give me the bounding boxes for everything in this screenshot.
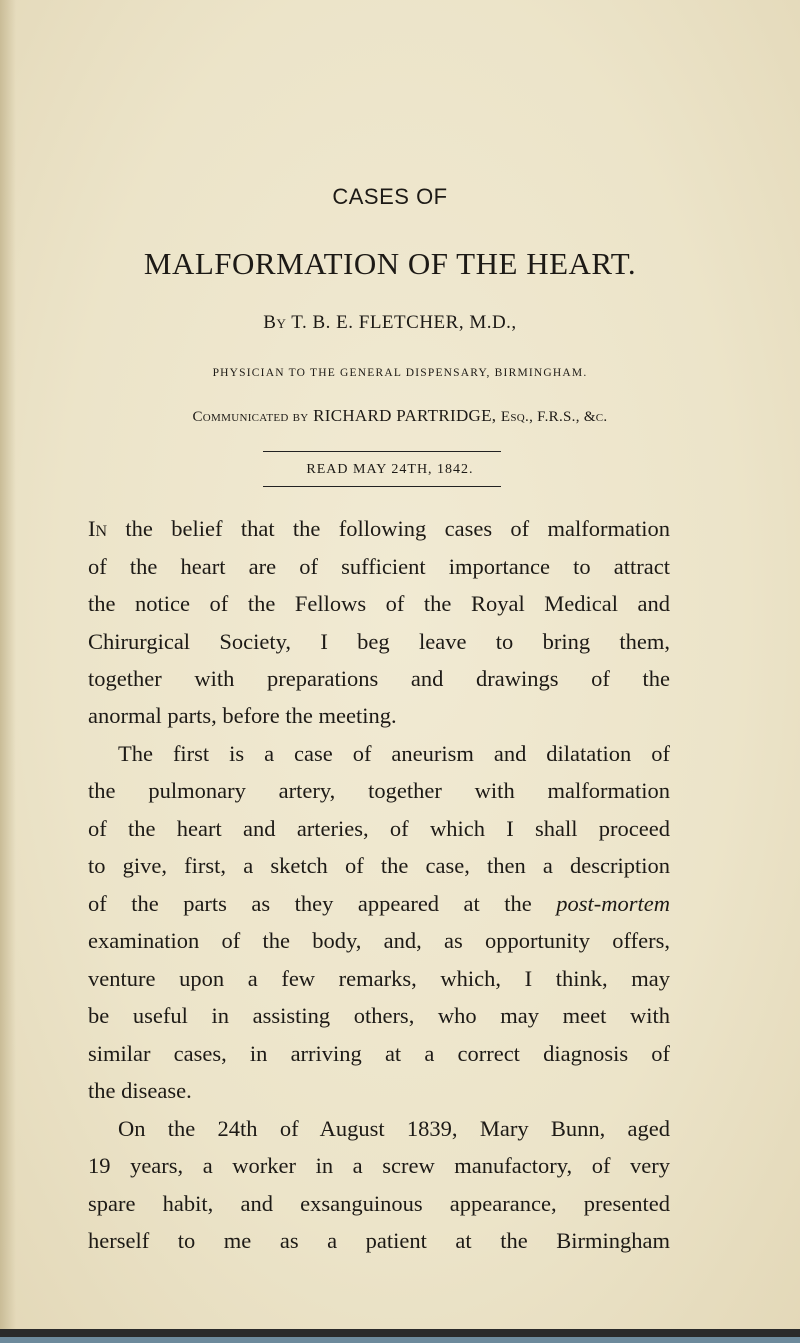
post-mortem-italic: post-mortem	[556, 891, 670, 916]
author-by-label: By	[263, 312, 287, 333]
communicated-by-label: Communicated by	[192, 409, 309, 425]
article-title: MALFORMATION OF THE HEART.	[143, 246, 637, 281]
author-line	[0, 312, 780, 334]
bottom-divider	[263, 486, 501, 487]
body-line: 19 years, a worker in a screw manufactory, of very	[88, 1153, 670, 1178]
body-line: similar cases, in arriving at a correct diagnosis of	[88, 1041, 670, 1066]
read-date: READ MAY 24TH, 1842.	[306, 462, 474, 477]
page-bottom-edge	[0, 1329, 800, 1337]
communicator-name: RICHARD PARTRIDGE,	[313, 406, 497, 425]
body-line: of the heart are of sufficient importance to attract	[88, 554, 670, 579]
top-divider	[263, 451, 501, 452]
body-line: be useful in assisting others, who may meet with	[88, 1003, 670, 1028]
background-strip	[0, 1337, 800, 1343]
body-line: The first is a case of aneurism and dilatation of	[118, 741, 670, 766]
author-name: T. B. E. FLETCHER, M.D.,	[291, 312, 517, 333]
body-line: Chirurgical Society, I beg leave to bring them,	[88, 629, 670, 654]
communicator-suffix: Esq., F.R.S., &c.	[500, 409, 608, 425]
body-line: the notice of the Fellows of the Royal Medical and	[88, 591, 670, 616]
body-line: anormal parts, before the meeting.	[88, 703, 397, 728]
cases-of-heading: CASES OF	[332, 184, 448, 209]
body-line: On the 24th of August 1839, Mary Bunn, aged	[118, 1116, 670, 1141]
body-line: herself to me as a patient at the Birmingham	[88, 1228, 670, 1253]
body-line-1-rest: the belief that the following cases of malformation	[107, 516, 670, 541]
body-line: of the heart and arteries, of which I shall proceed	[88, 816, 670, 841]
body-line-post-mortem: of the parts as they appeared at the post-mortem	[88, 891, 670, 916]
body-line: spare habit, and exsanguinous appearance, presented	[88, 1191, 670, 1216]
body-line-first	[88, 518, 670, 541]
author-position: PHYSICIAN TO THE GENERAL DISPENSARY, BIRMINGHAM.	[212, 367, 588, 379]
body-line: to give, first, a sketch of the case, then a description	[88, 853, 670, 878]
body-line: examination of the body, and, as opportunity offers,	[88, 928, 670, 953]
body-line: the pulmonary artery, together with malformation	[88, 778, 670, 803]
body-line: venture upon a few remarks, which, I think, may	[88, 966, 670, 991]
body-line: together with preparations and drawings of the	[88, 666, 670, 691]
body-line: the disease.	[88, 1078, 192, 1103]
drop-word: In	[88, 516, 108, 541]
communicated-line	[0, 406, 800, 426]
